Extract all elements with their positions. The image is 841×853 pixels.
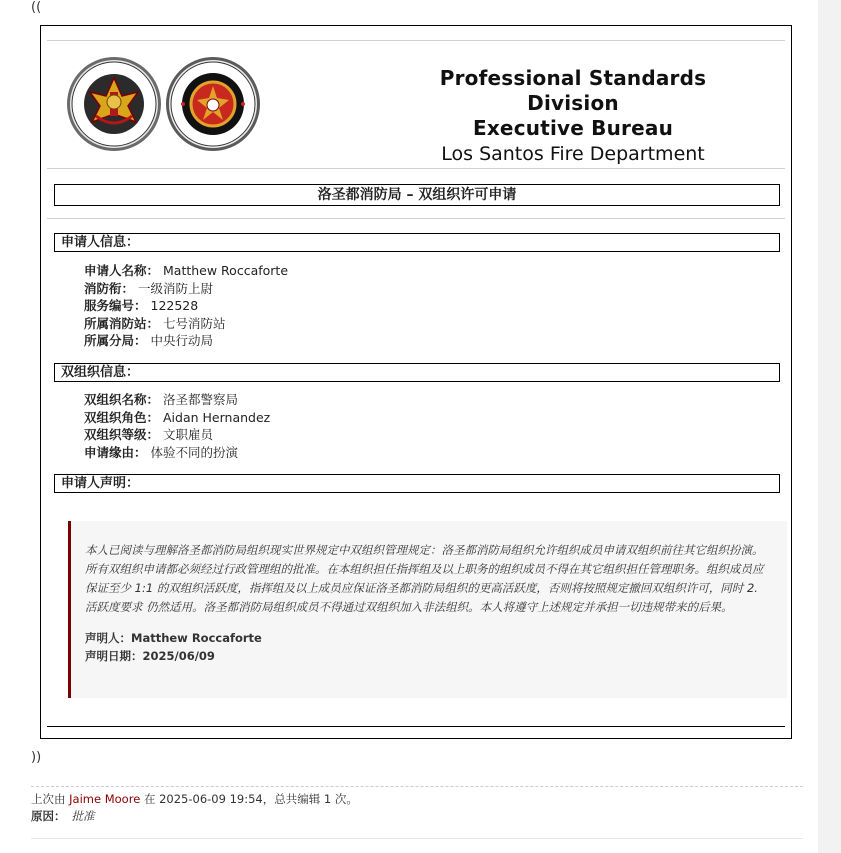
- scrollbar-track[interactable]: [818, 0, 841, 853]
- info-row: 消防衔： 一级消防上尉: [84, 280, 214, 296]
- info-row: 申请人名称： Matthew Roccaforte: [84, 263, 289, 278]
- form-frame: [40, 25, 792, 739]
- editor-username-link[interactable]: Jaime Moore: [69, 792, 141, 806]
- dual-org-info: [84, 391, 270, 461]
- division-title: Professional Standards Division: [439, 66, 707, 115]
- edit-separator: [31, 786, 803, 787]
- post-bottom-separator: [31, 838, 803, 839]
- open-paren: ((: [31, 0, 42, 15]
- form-title: 洛圣都消防局 – 双组织许可申请: [54, 184, 780, 206]
- edit-reason: 原因： 批准: [31, 809, 95, 823]
- close-paren: )): [31, 750, 42, 765]
- header-title-block: [413, 66, 733, 167]
- declaration-section-header: 申请人声明：: [54, 474, 780, 493]
- date-row: 声明日期：2025/06/09: [85, 649, 215, 663]
- info-row: 双组织名称： 洛圣都警察局: [84, 392, 239, 407]
- last-edit-note: 上次由 Jaime Moore 在 2025-06-09 19:54，总共编辑 1 次。: [31, 792, 358, 806]
- applicant-section-header: 申请人信息：: [54, 233, 780, 252]
- declaration-text: 本人已阅读与理解洛圣都消防局组织现实世界规定中双组织管理规定：洛圣都消防局组织允许组织成员申请双组织前往其它组织扮演。所有双组织申请都必须经过行政管理组的批准。在本组织担任指挥组及以上职务的组织成员不得在其它组织担任管理职务。组织成员应保证至少 1:1 的双组织活跃度，指挥组及以上成员应保证洛圣都消防局组织的更高活跃度，否则将按照规定撤回双组织许可，同时 2. 活跃度要求 仍然适用。洛圣都消防局组织成员不得通过双组织加入非法组织。本人将遵守上述规定并承担一切违规带来的后果。: [85, 543, 764, 614]
- applicant-info: [84, 262, 288, 350]
- info-row: 所属消防站： 七号消防站: [84, 315, 226, 331]
- divider: [47, 218, 785, 219]
- bureau-title: Executive Bureau: [472, 116, 674, 140]
- declaration-signature: [85, 629, 773, 665]
- info-row: 所属分局： 中央行动局: [84, 333, 214, 349]
- department-title: Los Santos Fire Department: [441, 143, 705, 165]
- lsfd-seal-logo: [66, 56, 162, 152]
- psd-seal-logo: [165, 56, 261, 152]
- divider: [47, 168, 785, 169]
- info-row: 双组织角色： Aidan Hernandez: [84, 409, 271, 425]
- signer-row: 声明人：Matthew Roccaforte: [85, 631, 262, 645]
- info-row: 服务编号： 122528: [84, 298, 199, 314]
- info-row: 双组织等级： 文职雇员: [84, 427, 214, 443]
- divider: [47, 726, 785, 727]
- divider: [47, 40, 785, 41]
- declaration-quote: [68, 521, 787, 698]
- dual-org-section-header: 双组织信息：: [54, 363, 780, 382]
- info-row: 申请缘由： 体验不同的扮演: [84, 444, 239, 460]
